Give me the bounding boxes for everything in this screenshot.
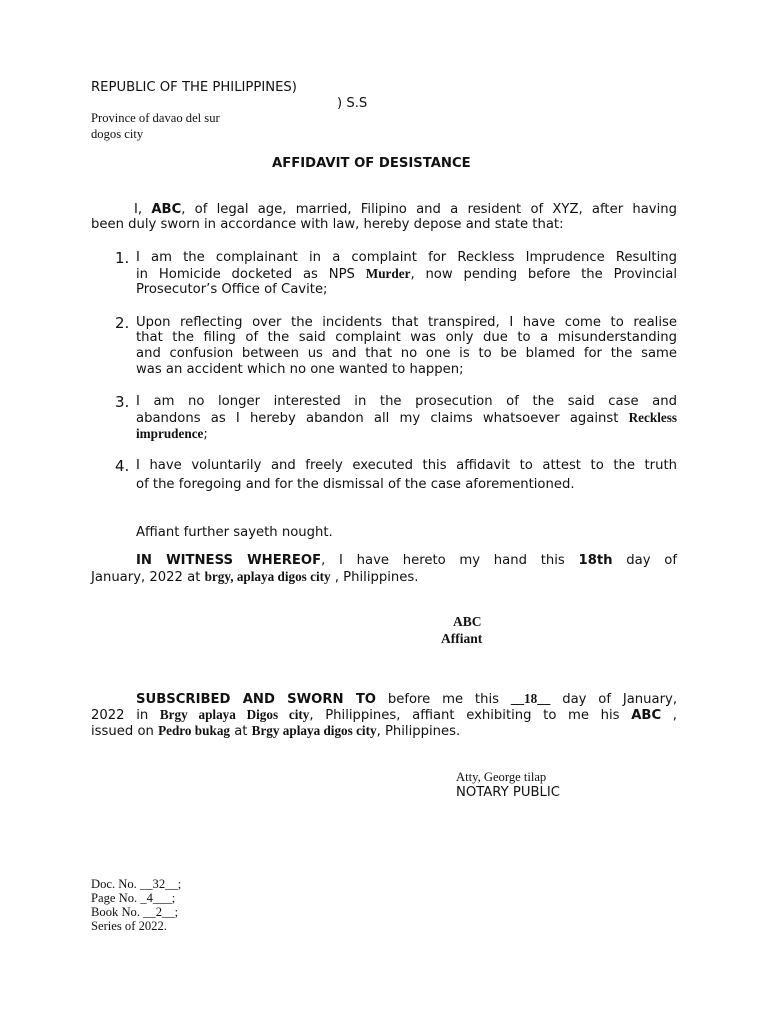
intro-line-1 (134, 202, 677, 217)
intro-line-2: been duly sworn in accordance with law, hereby depose and state that: (91, 217, 564, 232)
sworn-text: issued on (91, 724, 159, 739)
document-title: AFFIDAVIT OF DESISTANCE (272, 156, 471, 171)
sworn-text: at (230, 724, 252, 739)
sworn-text: before me this (376, 692, 511, 707)
witness-line-2 (91, 569, 418, 585)
item-2-line-2: that the filing of the said complaint was only due to a misunderstanding (136, 330, 677, 345)
sworn-bold: SUBSCRIBED AND SWORN TO (136, 692, 377, 707)
sworn-place-2: Brgy aplaya digos city (251, 723, 377, 738)
item-number: 4. (115, 457, 130, 475)
sworn-id: ABC (631, 708, 662, 723)
item-1-line-2 (136, 266, 677, 282)
witness-day: 18th (578, 553, 613, 568)
reckless-bold: Reckless (628, 410, 677, 425)
sworn-text: day of January, (550, 692, 678, 707)
witness-line-1 (136, 553, 677, 568)
item-1-line-3: Prosecutor’s Office of Cavite; (136, 282, 328, 297)
book-number: Book No. __2__; (91, 905, 179, 919)
affiant-label: Affiant (441, 631, 483, 646)
ss-marker: ) S.S (337, 96, 368, 111)
affiant-signature-name: ABC (453, 614, 482, 629)
item-3-line-1: I am no longer interested in the prosecution of the said case and (136, 394, 677, 409)
republic-heading: REPUBLIC OF THE PHILIPPINES) (91, 80, 297, 95)
sworn-line-2 (91, 707, 677, 723)
witness-place: brgy, aplaya digos city (204, 569, 331, 584)
case-name-bold: Murder (365, 266, 411, 281)
item-text: abandons as I hereby abandon all my claims whatsoever against (136, 411, 629, 426)
sworn-line-3 (91, 723, 460, 739)
series-year: Series of 2022. (91, 919, 167, 933)
item-1-line-1: I am the complainant in a complaint for Reckless Imprudence Resulting (136, 250, 677, 265)
item-number: 2. (115, 314, 130, 332)
item-2-line-3: and confusion between us and that no one is to be blamed for the same (136, 346, 677, 361)
item-3-line-2 (136, 410, 677, 426)
doc-number: Doc. No. __32__; (91, 877, 182, 891)
item-text: in Homicide docketed as NPS (136, 267, 366, 282)
further-sayeth: Affiant further sayeth nought. (136, 525, 333, 540)
witness-text: , Philippines. (330, 570, 419, 585)
sworn-place-1: Brgy aplaya Digos city (159, 707, 310, 722)
province-line: Province of davao del sur (91, 111, 220, 125)
witness-text: day of (612, 553, 677, 568)
item-4-line-1: I have voluntarily and freely executed this affidavit to attest to the truth (136, 458, 677, 473)
item-3-line-3 (136, 426, 208, 442)
item-text: ; (203, 427, 208, 442)
sworn-line-1 (136, 691, 677, 707)
intro-text: , of legal age, married, Filipino and a resident of XYZ, after having (181, 202, 677, 217)
notary-name: Atty, George tilap (456, 770, 547, 784)
imprudence-bold: imprudence (136, 426, 204, 441)
item-4-line-2: of the foregoing and for the dismissal of the case aforementioned. (136, 477, 575, 492)
witness-bold: IN WITNESS WHEREOF (136, 553, 322, 568)
intro-text: I, (134, 202, 152, 217)
item-number: 1. (115, 249, 130, 267)
sworn-text: , Philippines, affiant exhibiting to me his (309, 708, 632, 723)
item-number: 3. (115, 393, 130, 411)
affiant-name-bold: ABC (151, 202, 182, 217)
page-number: Page No. _4___; (91, 891, 176, 905)
sworn-text: 2022 in (91, 708, 160, 723)
sworn-text: , Philippines. (376, 724, 461, 739)
item-2-line-1: Upon reflecting over the incidents that transpired, I have come to realise (136, 315, 677, 330)
sworn-text: , (661, 708, 677, 723)
notary-title: NOTARY PUBLIC (456, 785, 560, 800)
sworn-issuer: Pedro bukag (158, 723, 231, 738)
witness-text: January, 2022 at (91, 570, 205, 585)
city-line: dogos city (91, 127, 144, 141)
sworn-day: __18__ (510, 691, 551, 706)
witness-text: , I have hereto my hand this (321, 553, 579, 568)
item-2-line-4: was an accident which no one wanted to happen; (136, 362, 464, 377)
item-text: , now pending before the Provincial (410, 267, 677, 282)
